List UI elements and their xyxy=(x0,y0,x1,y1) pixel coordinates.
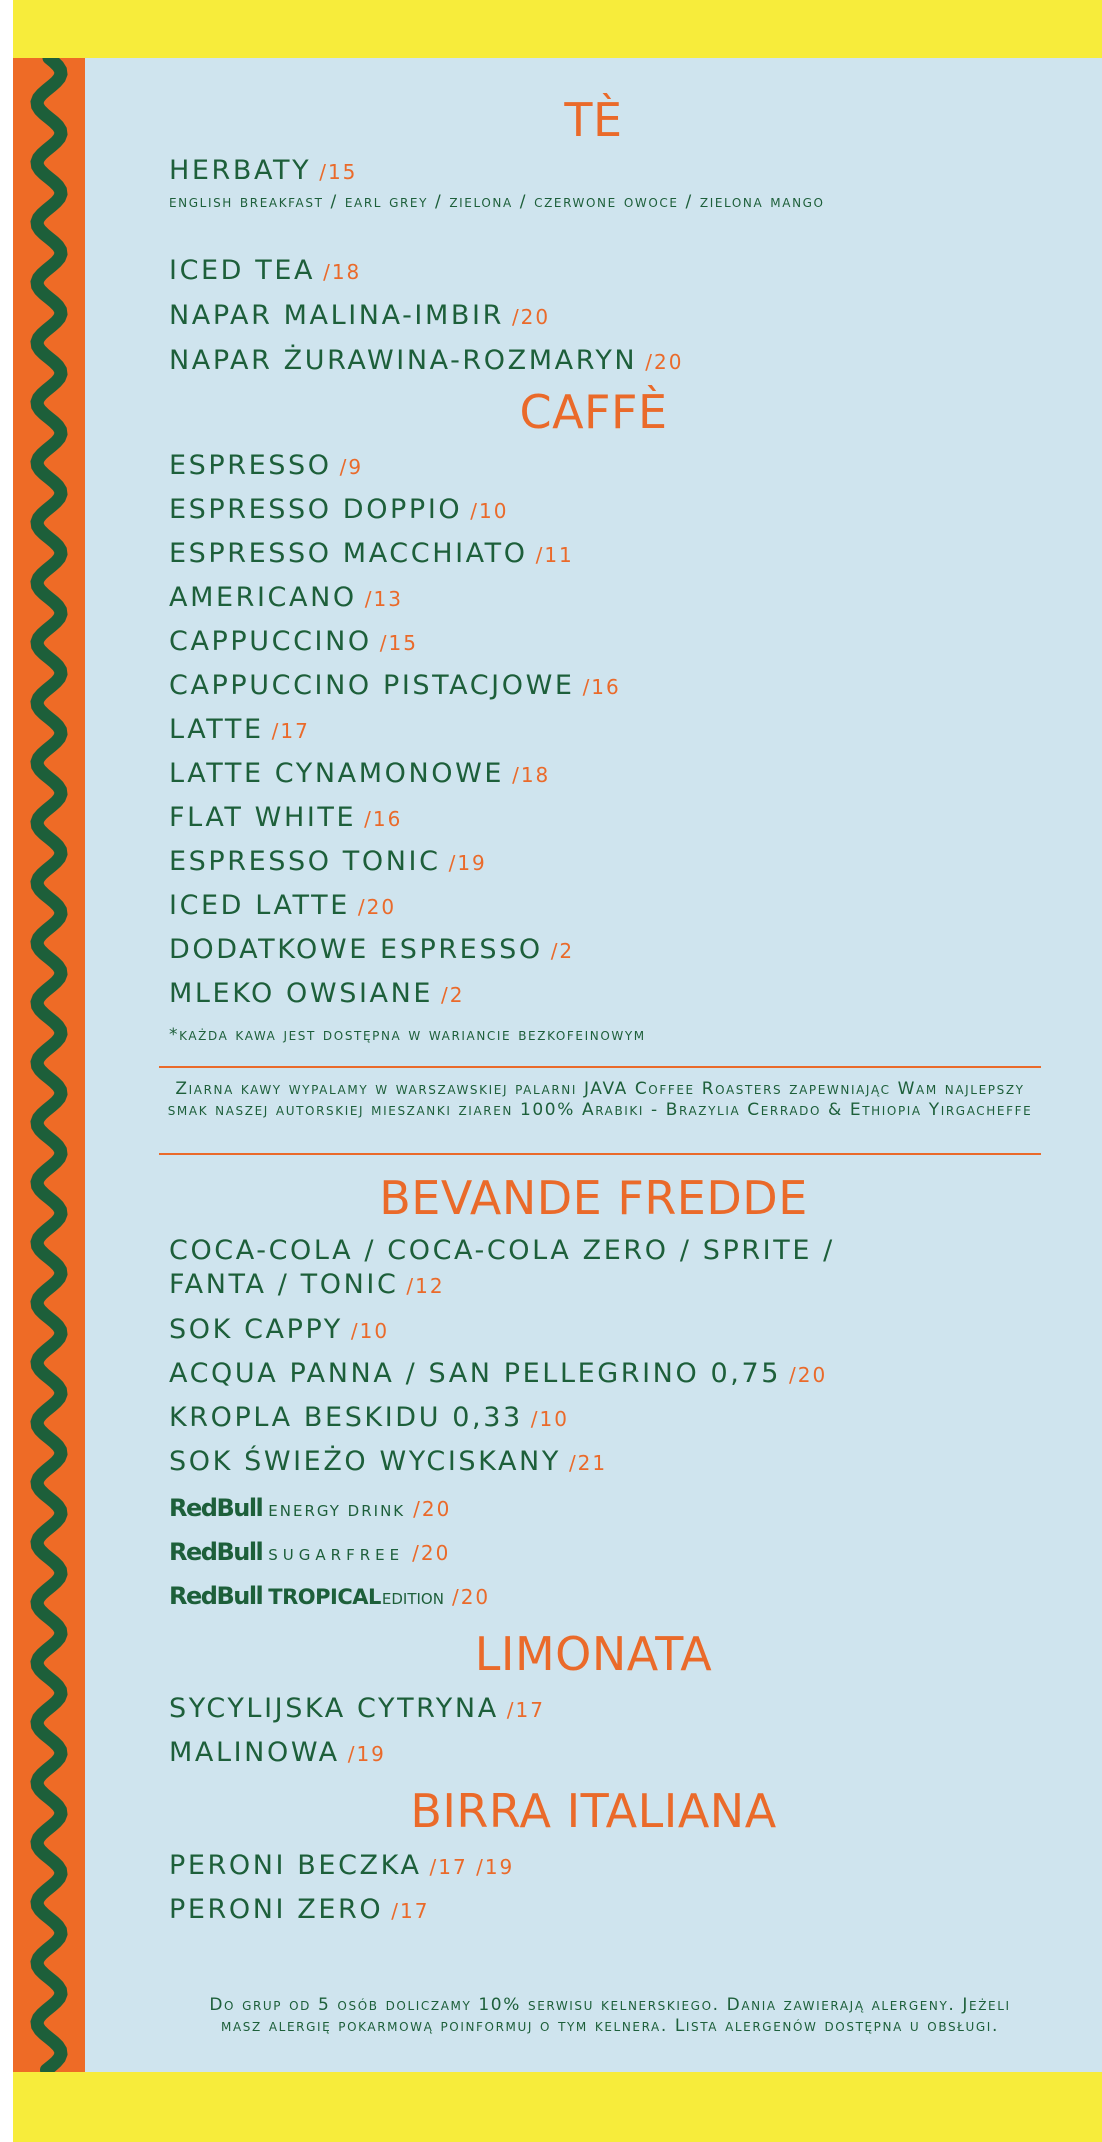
menu-item xyxy=(169,298,550,337)
item-name: FANTA / TONIC xyxy=(169,1269,399,1300)
item-name: ESPRESSO DOPPIO xyxy=(169,494,463,525)
item-name: PERONI BECZKA xyxy=(169,1850,422,1881)
menu-item xyxy=(169,888,396,927)
item-price: /2 xyxy=(441,983,465,1007)
section-title-limonata: LIMONATA xyxy=(474,1627,713,1681)
item-name: SOK ŚWIEŻO WYCISKANY xyxy=(169,1446,561,1477)
item-name: DODATKOWE ESPRESSO xyxy=(169,934,543,965)
menu-item xyxy=(169,253,361,292)
item-price: /20 xyxy=(511,305,551,329)
menu-item xyxy=(169,932,574,971)
item-name: MLEKO OWSIANE xyxy=(169,978,434,1009)
item-price: /9 xyxy=(339,455,364,479)
item-price: /20 xyxy=(789,1363,828,1387)
item-name: ICED LATTE xyxy=(169,890,350,921)
item-price: /15 xyxy=(379,631,418,655)
item-price: /20 xyxy=(412,1541,451,1565)
section-title-te: TÈ xyxy=(564,93,623,147)
item-name: ESPRESSO xyxy=(169,450,332,481)
herbaty-description: english breakfast / earl grey / zielona / czerwone owoce / zielona mango xyxy=(169,192,825,212)
menu-item xyxy=(169,624,418,663)
decaf-note: *każda kawa jest dostępna w wariancie bezkofeinowym xyxy=(169,1025,646,1045)
item-name: SYCYLIJSKA CYTRYNA xyxy=(169,1693,499,1724)
item-price: /10 xyxy=(350,1319,390,1343)
menu-item xyxy=(169,448,363,487)
menu-item xyxy=(169,580,403,619)
item-price: /13 xyxy=(364,587,403,611)
item-price: /17 /19 xyxy=(429,1855,515,1879)
item-price: /17 xyxy=(271,719,310,743)
menu-item xyxy=(169,1691,545,1730)
redbull-logo: RedBull xyxy=(169,1582,263,1610)
item-name: NAPAR ŻURAWINA-ROZMARYN xyxy=(169,345,638,376)
item-name: ESPRESSO MACCHIATO xyxy=(169,538,528,569)
menu-item xyxy=(169,800,402,839)
item-name: COCA-COLA / COCA-COLA ZERO / SPRITE / xyxy=(169,1235,835,1266)
menu-item xyxy=(169,976,465,1015)
item-price: /20 xyxy=(451,1585,491,1609)
section-title-caffe: CAFFÈ xyxy=(519,385,668,439)
section-title-bevande: BEVANDE FREDDE xyxy=(379,1171,808,1225)
redbull-variant: ENERGY DRINK xyxy=(268,1502,406,1520)
item-price: /20 xyxy=(645,350,684,374)
menu-item-redbull-tropical xyxy=(169,1578,490,1617)
item-name: LATTE CYNAMONOWE xyxy=(169,758,505,789)
item-name: CAPPUCCINO xyxy=(169,626,372,657)
menu-item xyxy=(169,1444,607,1483)
menu-item xyxy=(169,343,683,382)
item-name: MALINOWA xyxy=(169,1737,340,1768)
menu-item xyxy=(169,844,487,883)
menu-page xyxy=(13,0,1102,2142)
item-name: HERBATY xyxy=(169,155,312,186)
menu-item-redbull-energy xyxy=(169,1490,451,1529)
menu-item xyxy=(169,536,574,575)
item-price: /10 xyxy=(470,499,509,523)
menu-item-cola-line2 xyxy=(169,1267,445,1306)
item-price: /10 xyxy=(530,1407,569,1431)
item-price: /16 xyxy=(582,675,621,699)
item-price: /15 xyxy=(319,160,358,184)
redbull-logo: RedBull xyxy=(169,1538,263,1566)
section-title-birra: BIRRA ITALIANA xyxy=(410,1784,777,1838)
menu-item xyxy=(169,756,550,795)
menu-item xyxy=(169,492,508,531)
item-price: /18 xyxy=(512,763,551,787)
menu-item xyxy=(169,1400,569,1439)
item-price: /17 xyxy=(506,1698,545,1722)
redbull-variant: TROPICAL xyxy=(268,1585,381,1609)
item-price: /17 xyxy=(391,1899,430,1923)
item-name: CAPPUCCINO PISTACJOWE xyxy=(169,670,575,701)
item-name: ICED TEA xyxy=(169,255,316,286)
divider xyxy=(159,1066,1041,1068)
menu-item xyxy=(169,1735,386,1774)
item-price: /19 xyxy=(347,1742,386,1766)
item-price: /11 xyxy=(535,543,574,567)
coffee-roaster-info: Ziarna kawy wypalamy w warszawskiej palarni JAVA Coffee Roasters zapewniając Wam najlepszy smak naszej autorskiej mieszanki ziaren 100% Arabiki - Brazylia Cerrado & Ethiopia Yirgacheffe xyxy=(167,1079,1033,1120)
redbull-logo: RedBull xyxy=(169,1494,263,1522)
menu-item xyxy=(169,1892,429,1931)
redbull-edition: EDITION xyxy=(381,1590,444,1608)
redbull-variant: SUGARFREE xyxy=(268,1546,405,1564)
item-name: KROPLA BESKIDU 0,33 xyxy=(169,1402,523,1433)
item-name: PERONI ZERO xyxy=(169,1894,384,1925)
item-price: /20 xyxy=(413,1497,452,1521)
item-name: LATTE xyxy=(169,714,264,745)
item-name: AMERICANO xyxy=(169,582,357,613)
menu-item-herbaty xyxy=(169,153,357,192)
menu-item xyxy=(169,1356,827,1395)
item-price: /21 xyxy=(568,1451,608,1475)
menu-item xyxy=(169,668,621,707)
item-price: /16 xyxy=(364,807,403,831)
menu-panel xyxy=(13,58,1102,2072)
item-price: /20 xyxy=(357,895,397,919)
menu-item xyxy=(169,1312,389,1351)
item-name: FLAT WHITE xyxy=(169,802,357,833)
divider xyxy=(159,1153,1041,1155)
item-name: ACQUA PANNA / SAN PELLEGRINO 0,75 xyxy=(169,1358,782,1389)
menu-item xyxy=(169,1848,514,1887)
item-price: /2 xyxy=(550,939,575,963)
item-price: /19 xyxy=(448,851,487,875)
menu-item-redbull-sugarfree xyxy=(169,1534,450,1573)
footer-note: Do grup od 5 osób doliczamy 10% serwisu kelnerskiego. Dania zawierają alergeny. Jeżeli masz alergię pokarmową poinformuj o tym kelnera. Lista alergenów dostępna u obsługi. xyxy=(209,1995,1011,2036)
menu-item xyxy=(169,712,310,751)
item-name: ESPRESSO TONIC xyxy=(169,846,441,877)
item-name: NAPAR MALINA-IMBIR xyxy=(169,300,504,331)
item-price: /18 xyxy=(323,260,362,284)
item-price: /12 xyxy=(406,1274,445,1298)
item-name: SOK CAPPY xyxy=(169,1314,343,1345)
